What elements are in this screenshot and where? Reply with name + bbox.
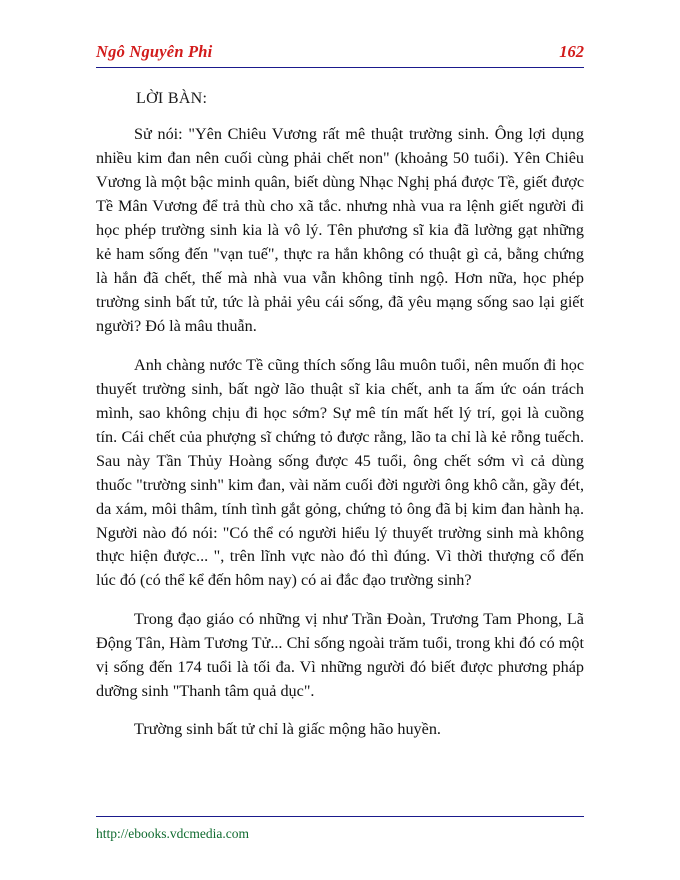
section-label: LỜI BÀN:: [136, 90, 208, 107]
paragraph-4: Trường sinh bất tử chỉ là giấc mộng hão huyền.: [134, 720, 441, 739]
paragraph-3: Trong đạo giáo có những vị như Trần Đoàn, Trương Tam Phong, Lã Động Tân, Hàm Tương Tử... Chỉ sống ngoài trăm tuổi, trong khi đó có một vị sống đến 174 tuổi là tối đa. Vì những người đó biết được phương pháp dưỡng sinh "Thanh tâm quả dục".: [96, 610, 584, 701]
paragraph-2: Anh chàng nước Tề cũng thích sống lâu muôn tuổi, nên muốn đi học thuyết trường sinh, bất ngờ lão thuật sĩ kia chết, anh ta ấm ức oán trách mình, sao không chịu đi học sớm? Sự mê tín mất hết lý trí, gọi là cuồng tín. Cái chết của phượng sĩ chứng tỏ được rằng, lão ta chỉ là kẻ rỗng tuếch. Sau này Tần Thủy Hoàng sống được 45 tuổi, ông chết sớm vì cả dùng thuốc "trường sinh" kim đan, vài năm cuối đời người ông khô cằn, gầy đét, da xám, môi thâm, tính tình gắt gỏng, chứng tỏ ông đã bị kim đan hành hạ. Người nào đó nói: "Có thể có người hiểu lý thuyết trường sinh mà không thực hiện được... ", trên lĩnh vực nào đó thì đúng. Vì thời thượng cổ đến lúc đó (có thể kể đến hôm nay) có ai đắc đạo trường sinh?: [96, 355, 584, 590]
footer-divider: [96, 816, 584, 817]
page-content: [96, 42, 584, 742]
header-page-number: 162: [559, 42, 584, 61]
paragraph-1: Sử nói: "Yên Chiêu Vương rất mê thuật trường sinh. Ông lợi dụng nhiều kim đan nên cuối cùng phải chết non" (khoảng 50 tuổi). Yên Chiêu Vương là một bậc minh quân, biết dùng Nhạc Nghị phá được Tề, giết được Tề Mân Vương để trả thù cho xã tắc. nhưng nhà vua ra lệnh giết người đi học phép trường sinh kia là vô lý. Tên phương sĩ kia đã lường gạt những kẻ ham sống đến "vạn tuế", thực ra hắn không có thuật gì cả, bằng chứng là hắn đã chết, thế mà nhà vua vẫn không tỉnh ngộ. Hơn nữa, học phép trường sinh bất tử, tức là phải yêu cái sống, đã yêu mạng sống sao lại giết người? Đó là mâu thuẫn.: [96, 125, 584, 335]
page-footer: [96, 816, 584, 842]
header-divider: [96, 67, 584, 68]
page-header: [96, 42, 584, 62]
footer-url[interactable]: http://ebooks.vdcmedia.com: [96, 826, 249, 841]
header-author: Ngô Nguyên Phi: [96, 42, 213, 61]
